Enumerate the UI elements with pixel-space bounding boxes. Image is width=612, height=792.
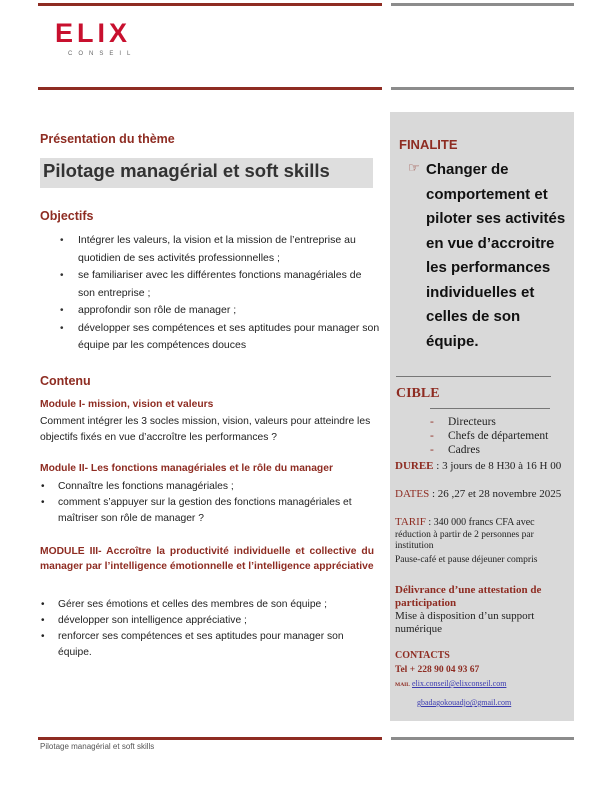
- contact-tel: Tel + 228 90 04 93 67: [395, 665, 480, 675]
- contacts-heading: CONTACTS: [395, 650, 450, 661]
- list-item: - Cadres: [420, 443, 548, 457]
- pause-text: Pause-café et pause déjeuner compris: [395, 555, 538, 565]
- duree-line: [395, 460, 570, 473]
- tarif-label: TARIF: [395, 516, 426, 528]
- theme-title: Pilotage managérial et soft skills: [43, 160, 330, 181]
- support-text: Mise à disposition d’un support numérique: [395, 610, 535, 635]
- list-item: - Directeurs: [420, 415, 548, 429]
- top-rule-right: [391, 3, 574, 6]
- cible-heading: CIBLE: [396, 386, 440, 401]
- mail-label: MAIL: [395, 682, 410, 688]
- finalite-text: Changer de comportement et piloter ses activités en vue d’accroitre les performances individuelles et celles de son équipe.: [426, 161, 566, 350]
- module-1-text: Comment intégrer les 3 socles mission, vision, valeurs pour atteindre les objectifs fixés en vue d’accroître les performances ?: [40, 416, 371, 443]
- tarif-value: : 340 000 francs CFA avec: [425, 517, 535, 528]
- finalite-heading: FINALITE: [399, 137, 458, 152]
- top-rule-left: [38, 3, 382, 6]
- module-3-list: [40, 597, 375, 661]
- module-2-list: [40, 479, 375, 527]
- logo-subtitle: CONSEIL: [68, 51, 137, 57]
- list-item: • approfondir son rôle de manager ;: [40, 302, 380, 320]
- delivrance-text: Délivrance d’une attestation de participation: [395, 584, 542, 609]
- cible-list: [420, 415, 548, 457]
- dates-value: : 26 ,27 et 28 novembre 2025: [429, 488, 562, 500]
- module-2-title: Module II- Les fonctions managériales et le rôle du manager: [40, 463, 333, 474]
- tarif-line: [395, 516, 570, 530]
- duree-label: DUREE: [395, 460, 434, 472]
- header-rule-right: [391, 87, 574, 90]
- list-item: • comment s’appuyer sur la gestion des fonctions managériales et maîtriser son rôle de manager ?: [40, 495, 375, 527]
- mail-link-2[interactable]: gbadagokouadjo@gmail.com: [417, 698, 512, 707]
- logo-wordmark: ELIX: [55, 18, 132, 48]
- footer-rule-left: [38, 737, 382, 740]
- list-item: • développer ses compétences et ses aptitudes pour manager son équipe par les compétences douces: [40, 320, 380, 355]
- list-item: • développer son intelligence appréciative ;: [40, 613, 375, 629]
- dates-line: [395, 488, 570, 501]
- footer-text: Pilotage managérial et soft skills: [40, 742, 155, 751]
- contact-mail-line: [395, 679, 506, 688]
- mail-link-1[interactable]: elix.conseil@elixconseil.com: [411, 679, 507, 688]
- module-1-title: Module I- mission, vision et valeurs: [40, 399, 214, 410]
- module-3-title: MODULE III- Accroître la productivité individuelle et collective du manager par l’intelligence émotionnelle et l’intelligence appréciative: [40, 546, 374, 572]
- header-rule-left: [38, 87, 382, 90]
- list-item: • Gérer ses émotions et celles des membres de son équipe ;: [40, 597, 375, 613]
- objectifs-heading: Objectifs: [40, 209, 94, 223]
- finalite-divider: [396, 376, 551, 377]
- pointing-hand-icon: ☞: [408, 160, 420, 175]
- contenu-heading: Contenu: [40, 374, 91, 388]
- presentation-heading: Présentation du thème: [40, 132, 175, 146]
- list-item: • renforcer ses compétences et ses aptitudes pour manager son équipe.: [40, 629, 375, 661]
- list-item: - Chefs de département: [420, 429, 548, 443]
- footer-rule-right: [391, 737, 574, 740]
- list-item: • Intégrer les valeurs, la vision et la mission de l’entreprise au quotidien de ses activités professionnelles ;: [40, 232, 380, 267]
- dates-label: DATES: [395, 488, 430, 500]
- objectifs-list: [40, 232, 380, 355]
- cible-divider: [430, 408, 550, 409]
- list-item: • se familiariser avec les différentes fonctions managériales de son entreprise ;: [40, 267, 380, 302]
- contact-mail-line-2: [417, 692, 511, 710]
- tarif-note: réduction à partir de 2 personnes par institution: [395, 530, 534, 551]
- list-item: • Connaître les fonctions managériales ;: [40, 479, 375, 495]
- duree-value: : 3 jours de 8 H30 à 16 H 00: [433, 460, 562, 472]
